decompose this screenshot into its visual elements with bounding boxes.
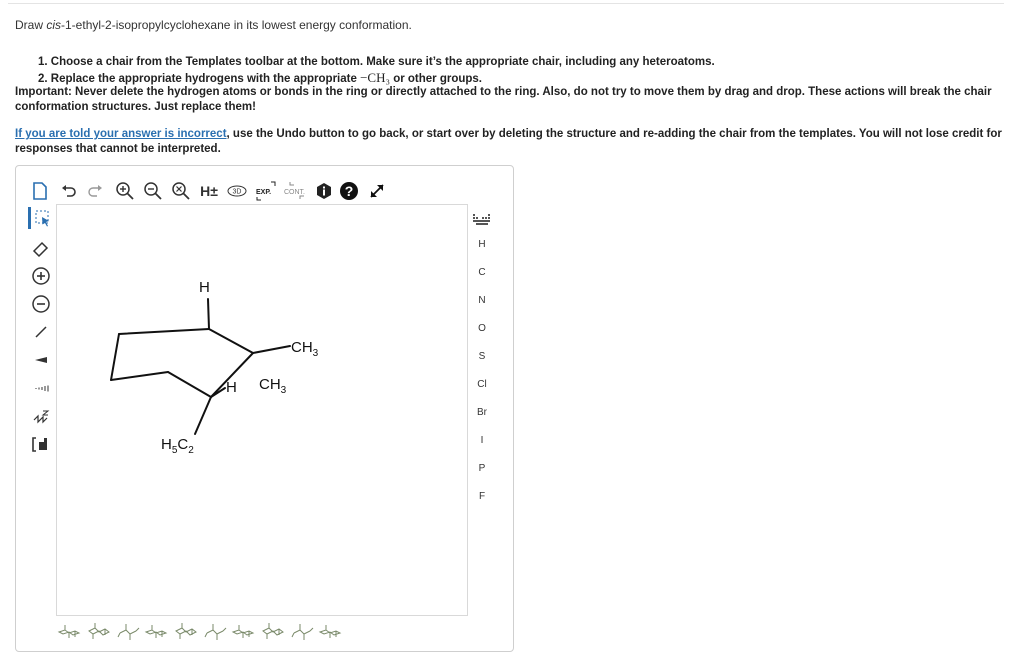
atom-periodic-table-icon[interactable] [468,212,496,229]
ring-bond [119,329,209,334]
top-divider [8,3,1004,4]
axial-bond-ethyl [195,397,211,434]
atom-button-o[interactable]: O [478,323,486,334]
chair-template-10-icon[interactable] [317,620,345,642]
question-cis: cis [46,18,62,32]
chair-template-7-icon[interactable] [230,620,258,642]
svg-text:3D: 3D [232,188,242,196]
chair-template-5-icon[interactable] [172,620,200,642]
templates-toolbar [56,620,466,642]
hash-bond-icon[interactable] [29,377,53,399]
zoom-in-icon[interactable] [114,180,136,202]
question-prefix: Draw [15,18,47,32]
ring-bond [111,372,168,380]
atom-button-cl[interactable]: Cl [477,379,487,390]
redo-icon[interactable] [86,180,104,202]
atom-button-s[interactable]: S [478,351,486,362]
step-2-suffix: or other groups. [390,73,482,85]
incorrect-note-text: , use the Undo button to go back, or start over by deleting the structure and re-adding the chair from the templates. You will not lose credit for responses that cannot be interpreted. [15,128,1002,155]
add-charge-icon[interactable] [29,265,53,287]
help-icon[interactable] [338,180,360,202]
zoom-out-icon[interactable] [142,180,164,202]
svg-text:CONT.: CONT. [284,189,305,196]
single-bond-icon[interactable] [29,321,53,343]
eraser-icon[interactable] [29,237,53,259]
atom-button-p[interactable]: P [478,463,486,474]
ring-bond [209,329,253,353]
zoom-fit-icon[interactable] [170,180,192,202]
chain-tool-icon[interactable] [29,405,53,427]
atom-label-h-mid: H [226,379,237,396]
atom-label-ch3-b: $CH_3$ [259,376,287,396]
select-tool-icon[interactable] [28,207,55,229]
question-text [15,18,412,32]
expand-icon[interactable] [254,180,278,202]
toggle-hydrogens-icon[interactable]: H± [200,183,218,199]
chair-template-8-icon[interactable] [259,620,287,642]
step-1: 1. Choose a chair from the Templates toolbar at the bottom. Make sure it’s the appropriate chair, including any heteroatoms. [38,56,715,68]
ring-bond [168,372,211,397]
instruction-steps [38,55,715,87]
step-2-prefix: 2. Replace the appropriate hydrogens with the appropriate [38,73,361,85]
remove-charge-icon[interactable] [29,293,53,315]
new-document-icon[interactable] [30,180,50,202]
fullscreen-icon[interactable] [366,180,388,202]
atom-button-c[interactable]: C [478,267,486,278]
view-3d-icon[interactable] [226,180,248,202]
svg-text:?: ? [344,183,354,199]
atom-label-ethyl: $H_5C_2$ [161,436,194,456]
bracket-tool-icon[interactable] [29,433,53,455]
atom-button-f[interactable]: F [478,491,486,502]
molecule-drawing [57,205,467,615]
equatorial-bond-ch3 [253,346,290,353]
cyclohexane-chair [111,299,290,434]
ring-bond [111,334,119,380]
atom-button-i[interactable]: I [480,435,484,446]
chair-template-1-icon[interactable] [56,620,84,642]
drawing-canvas[interactable] [56,204,468,616]
atom-button-h[interactable]: H [478,239,486,250]
contract-icon[interactable] [282,180,310,202]
incorrect-answer-link[interactable]: If you are told your answer is incorrect [15,128,227,140]
chair-template-6-icon[interactable] [201,620,229,642]
chair-template-9-icon[interactable] [288,620,316,642]
undo-icon[interactable] [60,180,78,202]
atom-button-br[interactable]: Br [477,407,487,418]
incorrect-note [15,127,1010,157]
chair-template-3-icon[interactable] [114,620,142,642]
axial-bond-h [208,299,209,329]
svg-text:EXP.: EXP. [256,189,272,196]
atom-label-ch3-a: $CH_3$ [291,339,319,359]
step-2-formula: −CH₃ [360,70,390,85]
important-note: Important: Never delete the hydrogen atoms or bonds in the ring or directly attached to the ring. Also, do not try to move them by drag and drop. These actions will break the chair conformation structures. Just replace them! [15,86,992,113]
question-suffix: -1-ethyl-2-isopropylcyclohexane in its lowest energy conformation. [61,18,412,32]
info-icon[interactable] [314,180,334,202]
chair-template-2-icon[interactable] [85,620,113,642]
wedge-bond-icon[interactable] [29,349,53,371]
chair-template-4-icon[interactable] [143,620,171,642]
atom-button-n[interactable]: N [478,295,486,306]
atom-label-h-top: H [199,279,210,296]
